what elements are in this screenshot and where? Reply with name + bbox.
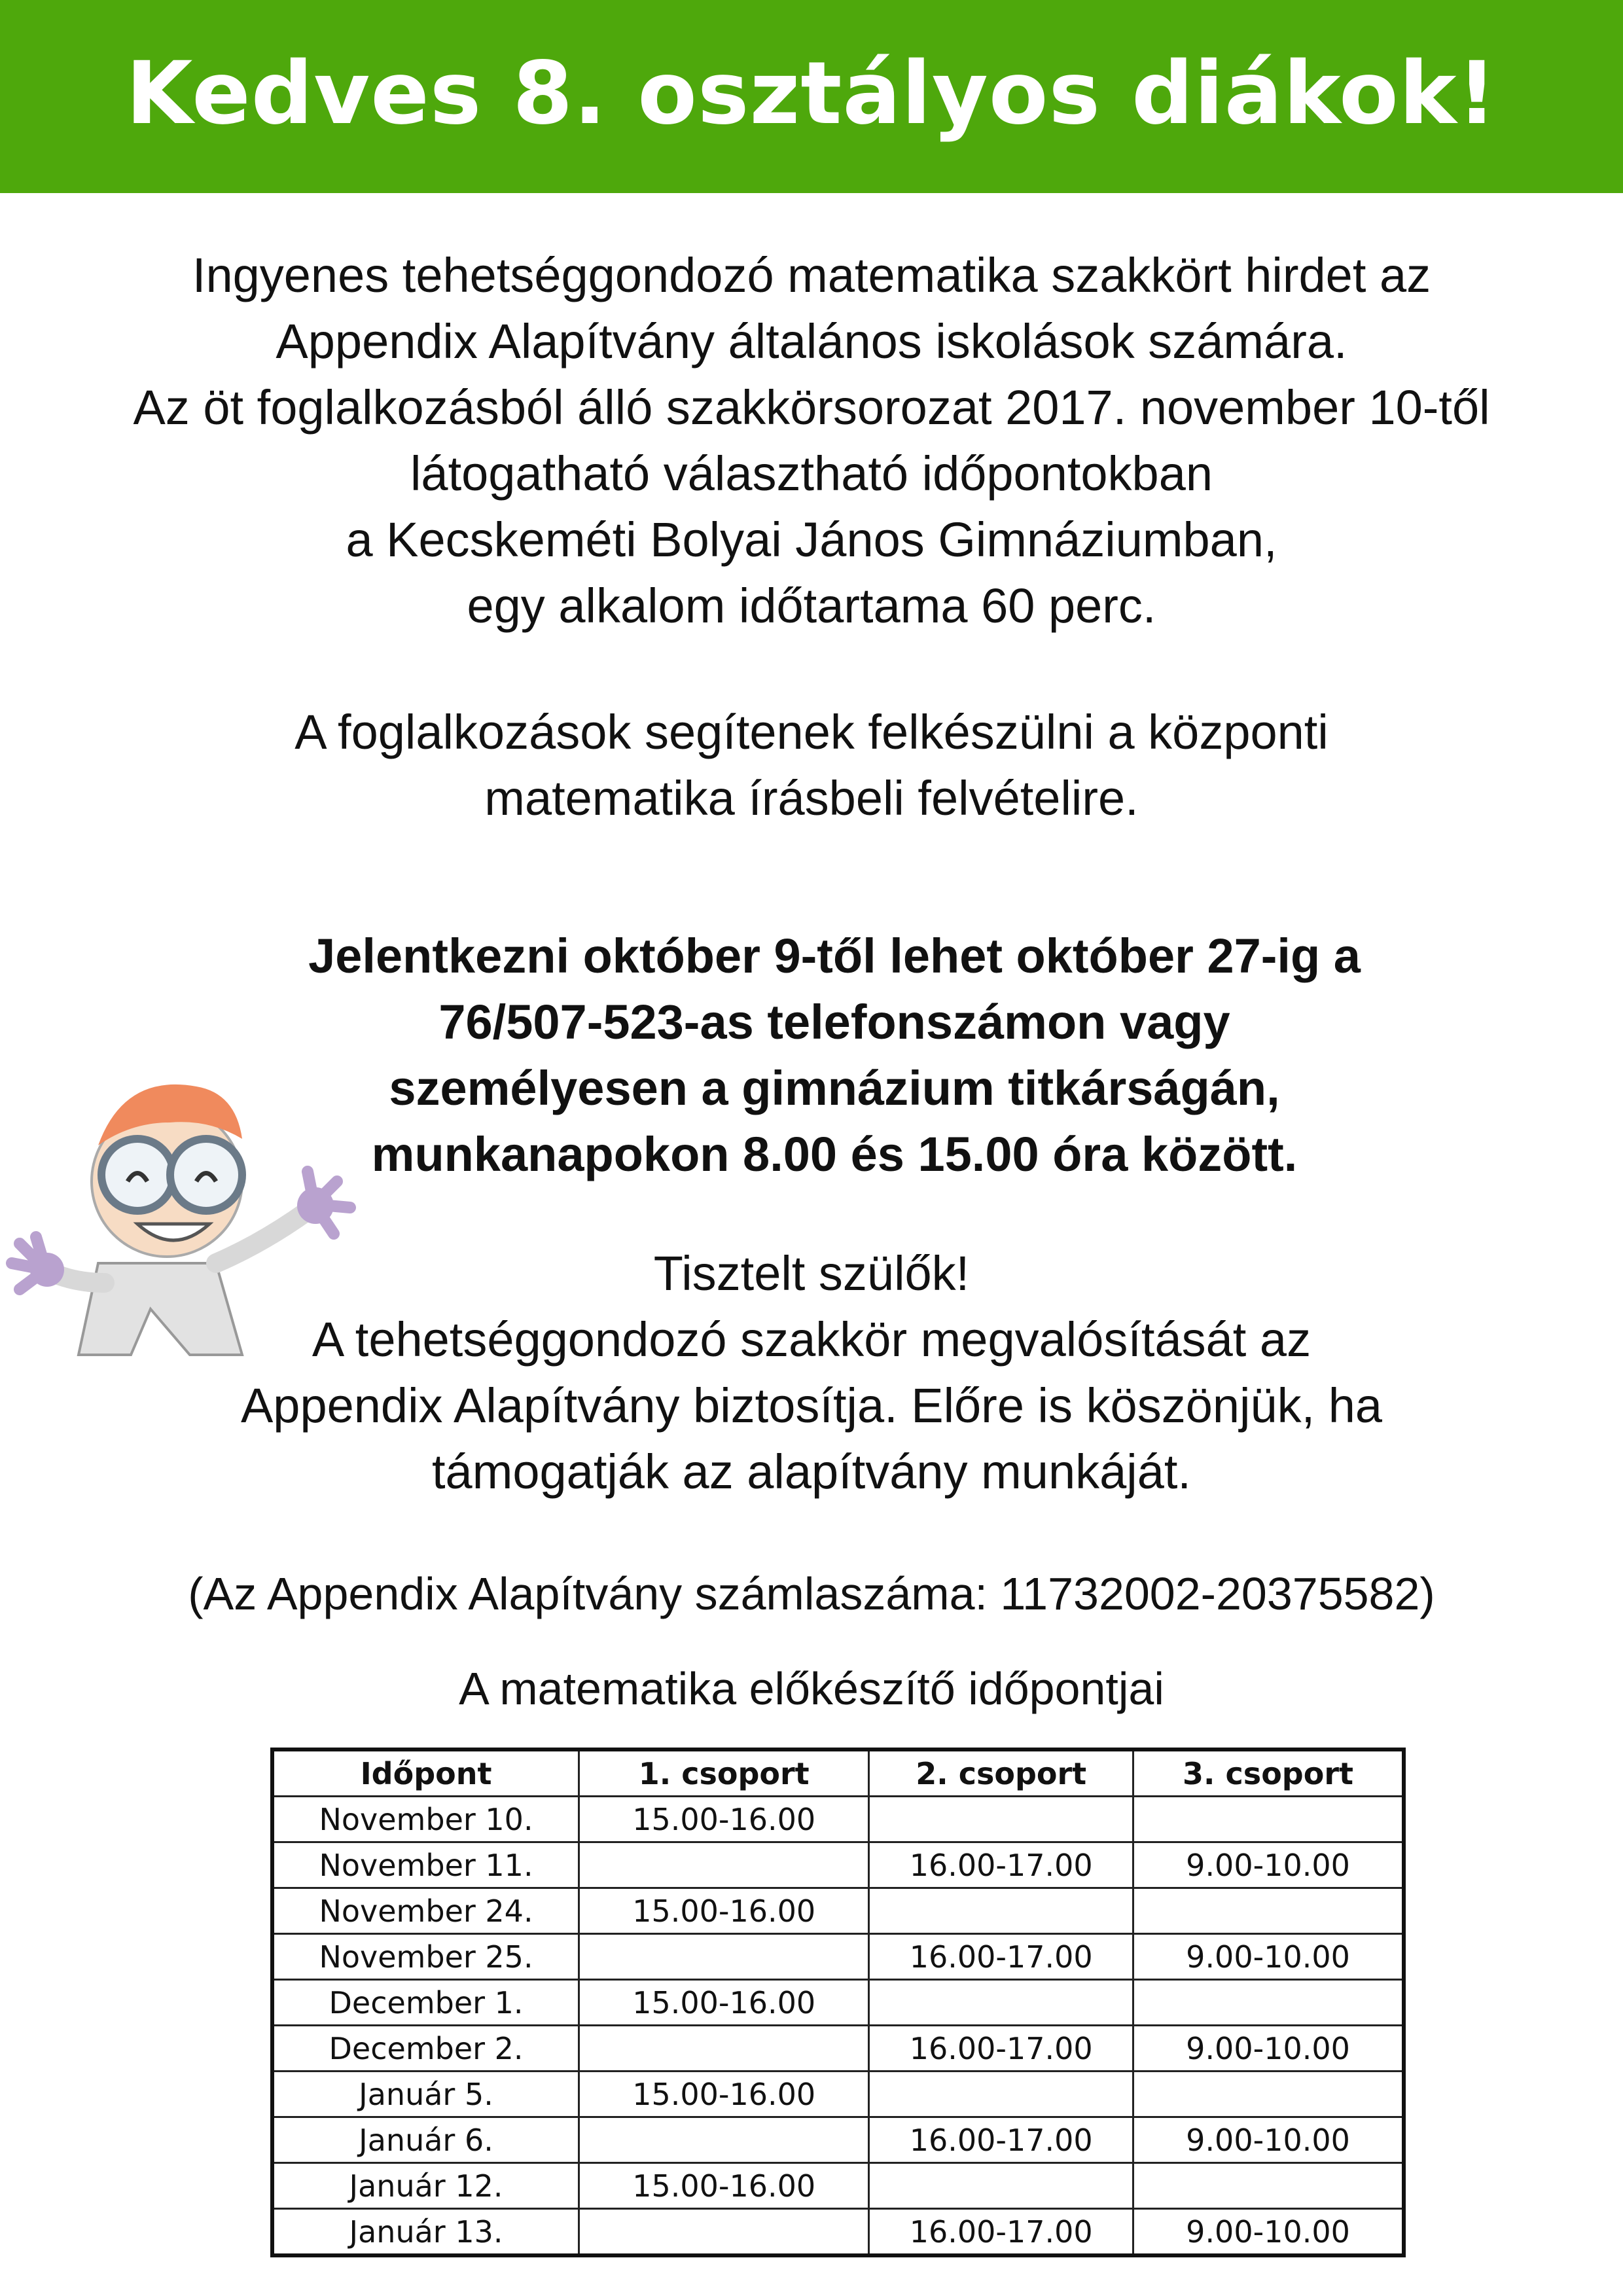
date-cell: Január 13. <box>272 2209 579 2256</box>
column-header: Időpont <box>272 1749 579 1797</box>
prep-paragraph <box>0 699 1623 831</box>
table-row <box>272 2163 1404 2209</box>
prep-line: A foglalkozások segítenek felkészülni a központi <box>294 705 1329 759</box>
schedule-table <box>270 1748 1406 2257</box>
table-row <box>272 1980 1404 2026</box>
intro-line: egy alkalom időtartama 60 perc. <box>467 579 1156 633</box>
time-cell: 16.00-17.00 <box>869 2209 1133 2256</box>
table-row <box>272 1797 1404 1842</box>
time-cell <box>1133 2163 1404 2209</box>
time-cell <box>1133 1980 1404 2026</box>
time-cell: 15.00-16.00 <box>579 1888 869 1934</box>
time-cell <box>869 1980 1133 2026</box>
table-header-row <box>272 1749 1404 1797</box>
time-cell: 15.00-16.00 <box>579 1797 869 1842</box>
intro-line: látogatható választható időpontokban <box>410 446 1213 501</box>
time-cell <box>1133 2072 1404 2117</box>
intro-line: Appendix Alapítvány általános iskolások számára. <box>276 314 1347 368</box>
registration-line: 76/507-523-as telefonszámon vagy <box>438 995 1230 1049</box>
registration-line: személyesen a gimnázium titkárságán, <box>389 1061 1280 1115</box>
time-cell: 9.00-10.00 <box>1133 2117 1404 2163</box>
parents-greeting: Tisztelt szülők! <box>653 1246 970 1300</box>
date-cell: November 24. <box>272 1888 579 1934</box>
date-cell: December 1. <box>272 1980 579 2026</box>
column-header: 2. csoport <box>869 1749 1133 1797</box>
time-cell <box>869 1888 1133 1934</box>
time-cell <box>869 2072 1133 2117</box>
date-cell: November 11. <box>272 1842 579 1888</box>
time-cell: 9.00-10.00 <box>1133 1934 1404 1980</box>
prep-line: matematika írásbeli felvételire. <box>484 771 1139 825</box>
column-header: 1. csoport <box>579 1749 869 1797</box>
table-row <box>272 2209 1404 2256</box>
registration-line: munkanapokon 8.00 és 15.00 óra között. <box>371 1127 1298 1181</box>
column-header: 3. csoport <box>1133 1749 1404 1797</box>
table-row <box>272 1888 1404 1934</box>
time-cell <box>579 1842 869 1888</box>
time-cell <box>579 2209 869 2256</box>
time-cell: 9.00-10.00 <box>1133 1842 1404 1888</box>
time-cell: 16.00-17.00 <box>869 2026 1133 2072</box>
time-cell: 15.00-16.00 <box>579 1980 869 2026</box>
date-cell: November 10. <box>272 1797 579 1842</box>
time-cell: 16.00-17.00 <box>869 1934 1133 1980</box>
date-cell: Január 5. <box>272 2072 579 2117</box>
parents-line: Appendix Alapítvány biztosítja. Előre is köszönjük, ha <box>240 1378 1383 1433</box>
time-cell: 15.00-16.00 <box>579 2072 869 2117</box>
registration-line: Jelentkezni október 9-től lehet október 27-ig a <box>308 929 1361 983</box>
table-row <box>272 2117 1404 2163</box>
date-cell: December 2. <box>272 2026 579 2072</box>
time-cell: 9.00-10.00 <box>1133 2209 1404 2256</box>
page-title: Kedves 8. osztályos diákok! <box>126 43 1497 144</box>
date-cell: Január 12. <box>272 2163 579 2209</box>
table-row <box>272 1842 1404 1888</box>
time-cell: 9.00-10.00 <box>1133 2026 1404 2072</box>
time-cell: 16.00-17.00 <box>869 2117 1133 2163</box>
time-cell <box>1133 1797 1404 1842</box>
table-row <box>272 2026 1404 2072</box>
time-cell: 16.00-17.00 <box>869 1842 1133 1888</box>
parents-paragraph <box>0 1240 1623 1505</box>
time-cell <box>869 2163 1133 2209</box>
schedule-title: A matematika előkészítő időpontjai <box>459 1663 1164 1714</box>
time-cell: 15.00-16.00 <box>579 2163 869 2209</box>
time-cell <box>869 1797 1133 1842</box>
time-cell <box>1133 1888 1404 1934</box>
header-banner <box>0 0 1623 193</box>
intro-line: Ingyenes tehetséggondozó matematika szakkört hirdet az <box>192 248 1431 302</box>
parents-line: A tehetséggondozó szakkör megvalósítását az <box>312 1312 1311 1367</box>
parents-line: támogatják az alapítvány munkáját. <box>432 1444 1191 1499</box>
bank-account-line: (Az Appendix Alapítvány számlaszáma: 11732002-20375582) <box>188 1568 1435 1619</box>
schedule-body <box>272 1797 1404 2256</box>
time-cell <box>579 2117 869 2163</box>
time-cell <box>579 2026 869 2072</box>
intro-paragraph <box>0 242 1623 639</box>
table-row <box>272 1934 1404 1980</box>
intro-line: a Kecskeméti Bolyai János Gimnáziumban, <box>346 512 1277 567</box>
date-cell: November 25. <box>272 1934 579 1980</box>
time-cell <box>579 1934 869 1980</box>
date-cell: Január 6. <box>272 2117 579 2163</box>
table-row <box>272 2072 1404 2117</box>
intro-line: Az öt foglalkozásból álló szakkörsorozat 2017. november 10-től <box>133 380 1490 435</box>
